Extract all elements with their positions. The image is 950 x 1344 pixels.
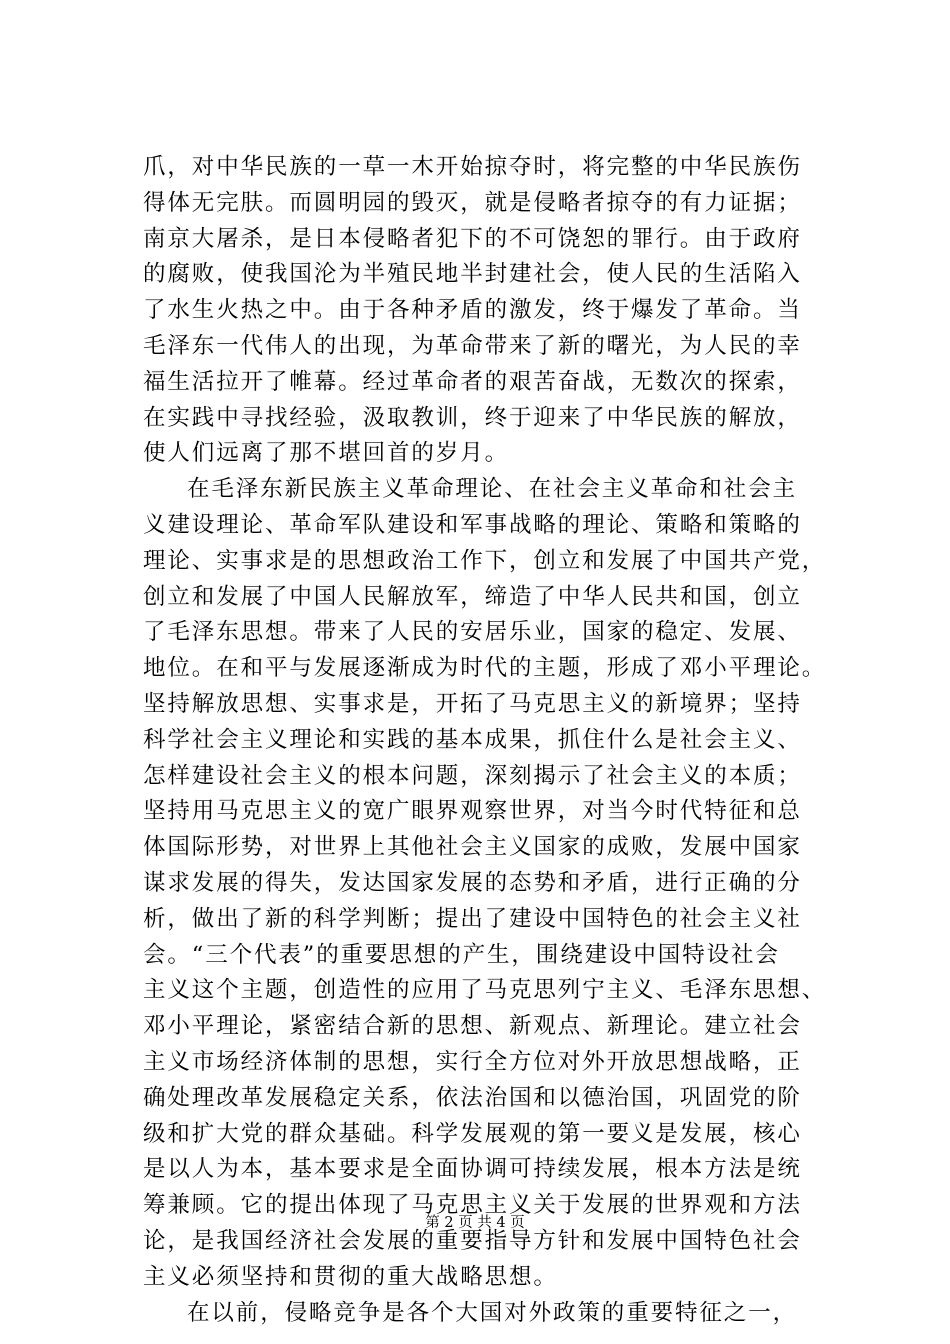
text-line: 坚持用马克思主义的宽广眼界观察世界，对当今时代特征和总 [143, 798, 802, 825]
text-line: 怎样建设社会主义的根本问题，深刻揭示了社会主义的本质； [143, 762, 802, 789]
text-line: 体国际形势，对世界上其他社会主义国家的成败，发展中国家 [143, 834, 802, 861]
text-line: 创立和发展了中国人民解放军，缔造了中华人民共和国，创立 [143, 583, 802, 610]
text-line: 了水生火热之中。由于各种矛盾的激发，终于爆发了革命。当 [143, 297, 802, 324]
text-line: 论，是我国经济社会发展的重要指导方针和发展中国特色社会 [143, 1227, 802, 1254]
text-line: 析，做出了新的科学判断；提出了建设中国特色的社会主义社 [143, 905, 802, 932]
text-line: 了毛泽东思想。带来了人民的安居乐业，国家的稳定、发展、 [143, 619, 802, 646]
text-line: 的腐败，使我国沦为半殖民地半封建社会，使人民的生活陷入 [143, 261, 802, 288]
text-line: 南京大屠杀，是日本侵略者犯下的不可饶恕的罪行。由于政府 [143, 225, 802, 252]
page-number-footer: 第 2 页 共 4 页 [425, 1215, 525, 1231]
text-line: 在实践中寻找经验，汲取教训，终于迎来了中华民族的解放， [143, 404, 802, 431]
text-line: 福生活拉开了帷幕。经过革命者的艰苦奋战，无数次的探索， [143, 368, 802, 395]
text-line: 爪，对中华民族的一草一木开始掠夺时，将完整的中华民族伤 [143, 154, 802, 180]
text-line: 在毛泽东新民族主义革命理论、在社会主义革命和社会主 [187, 476, 798, 503]
text-line: 谋求发展的得失，发达国家发展的态势和矛盾，进行正确的分 [143, 869, 802, 896]
text-line: 会。“三个代表”的重要思想的产生，围绕建设中国特设社会 [143, 941, 780, 968]
text-line: 主义市场经济体制的思想，实行全方位对外开放思想战略，正 [143, 1048, 802, 1075]
text-line: 邓小平理论，紧密结合新的思想、新观点、新理论。建立社会 [143, 1013, 802, 1040]
text-line: 毛泽东一代伟人的出现，为革命带来了新的曙光，为人民的幸 [143, 332, 802, 359]
text-line: 得体无完肤。而圆明园的毁灭，就是侵略者掠夺的有力证据； [143, 189, 802, 216]
text-line: 在以前，侵略竞争是各个大国对外政策的重要特征之一， [187, 1299, 798, 1326]
text-line: 确处理改革发展稳定关系，依法治国和以德治国，巩固党的阶 [143, 1084, 802, 1111]
text-line: 使人们远离了那不堪回首的岁月。 [143, 440, 510, 467]
text-line: 筹兼顾。它的提出体现了马克思主义关于发展的世界观和方法 [143, 1192, 802, 1219]
text-line: 是以人为本，基本要求是全面协调可持续发展，根本方法是统 [143, 1156, 802, 1183]
text-line: 主义必须坚持和贯彻的重大战略思想。 [143, 1263, 558, 1290]
text-line: 科学社会主义理论和实践的基本成果，抓住什么是社会主义、 [143, 726, 802, 753]
text-line: 理论、实事求是的思想政治工作下，创立和发展了中国共产党， [143, 547, 827, 574]
text-line: 坚持解放思想、实事求是，开拓了马克思主义的新境界；坚持 [143, 690, 802, 717]
text-line: 级和扩大党的群众基础。科学发展观的第一要义是发展，核心 [143, 1120, 802, 1147]
text-line: 主义这个主题，创造性的应用了马克思列宁主义、毛泽东思想、 [143, 977, 827, 1004]
document-body [143, 150, 843, 1331]
text-line: 地位。在和平与发展逐渐成为时代的主题，形成了邓小平理论。 [143, 655, 827, 682]
text-line: 义建设理论、革命军队建设和军事战略的理论、策略和策略的 [143, 511, 802, 538]
